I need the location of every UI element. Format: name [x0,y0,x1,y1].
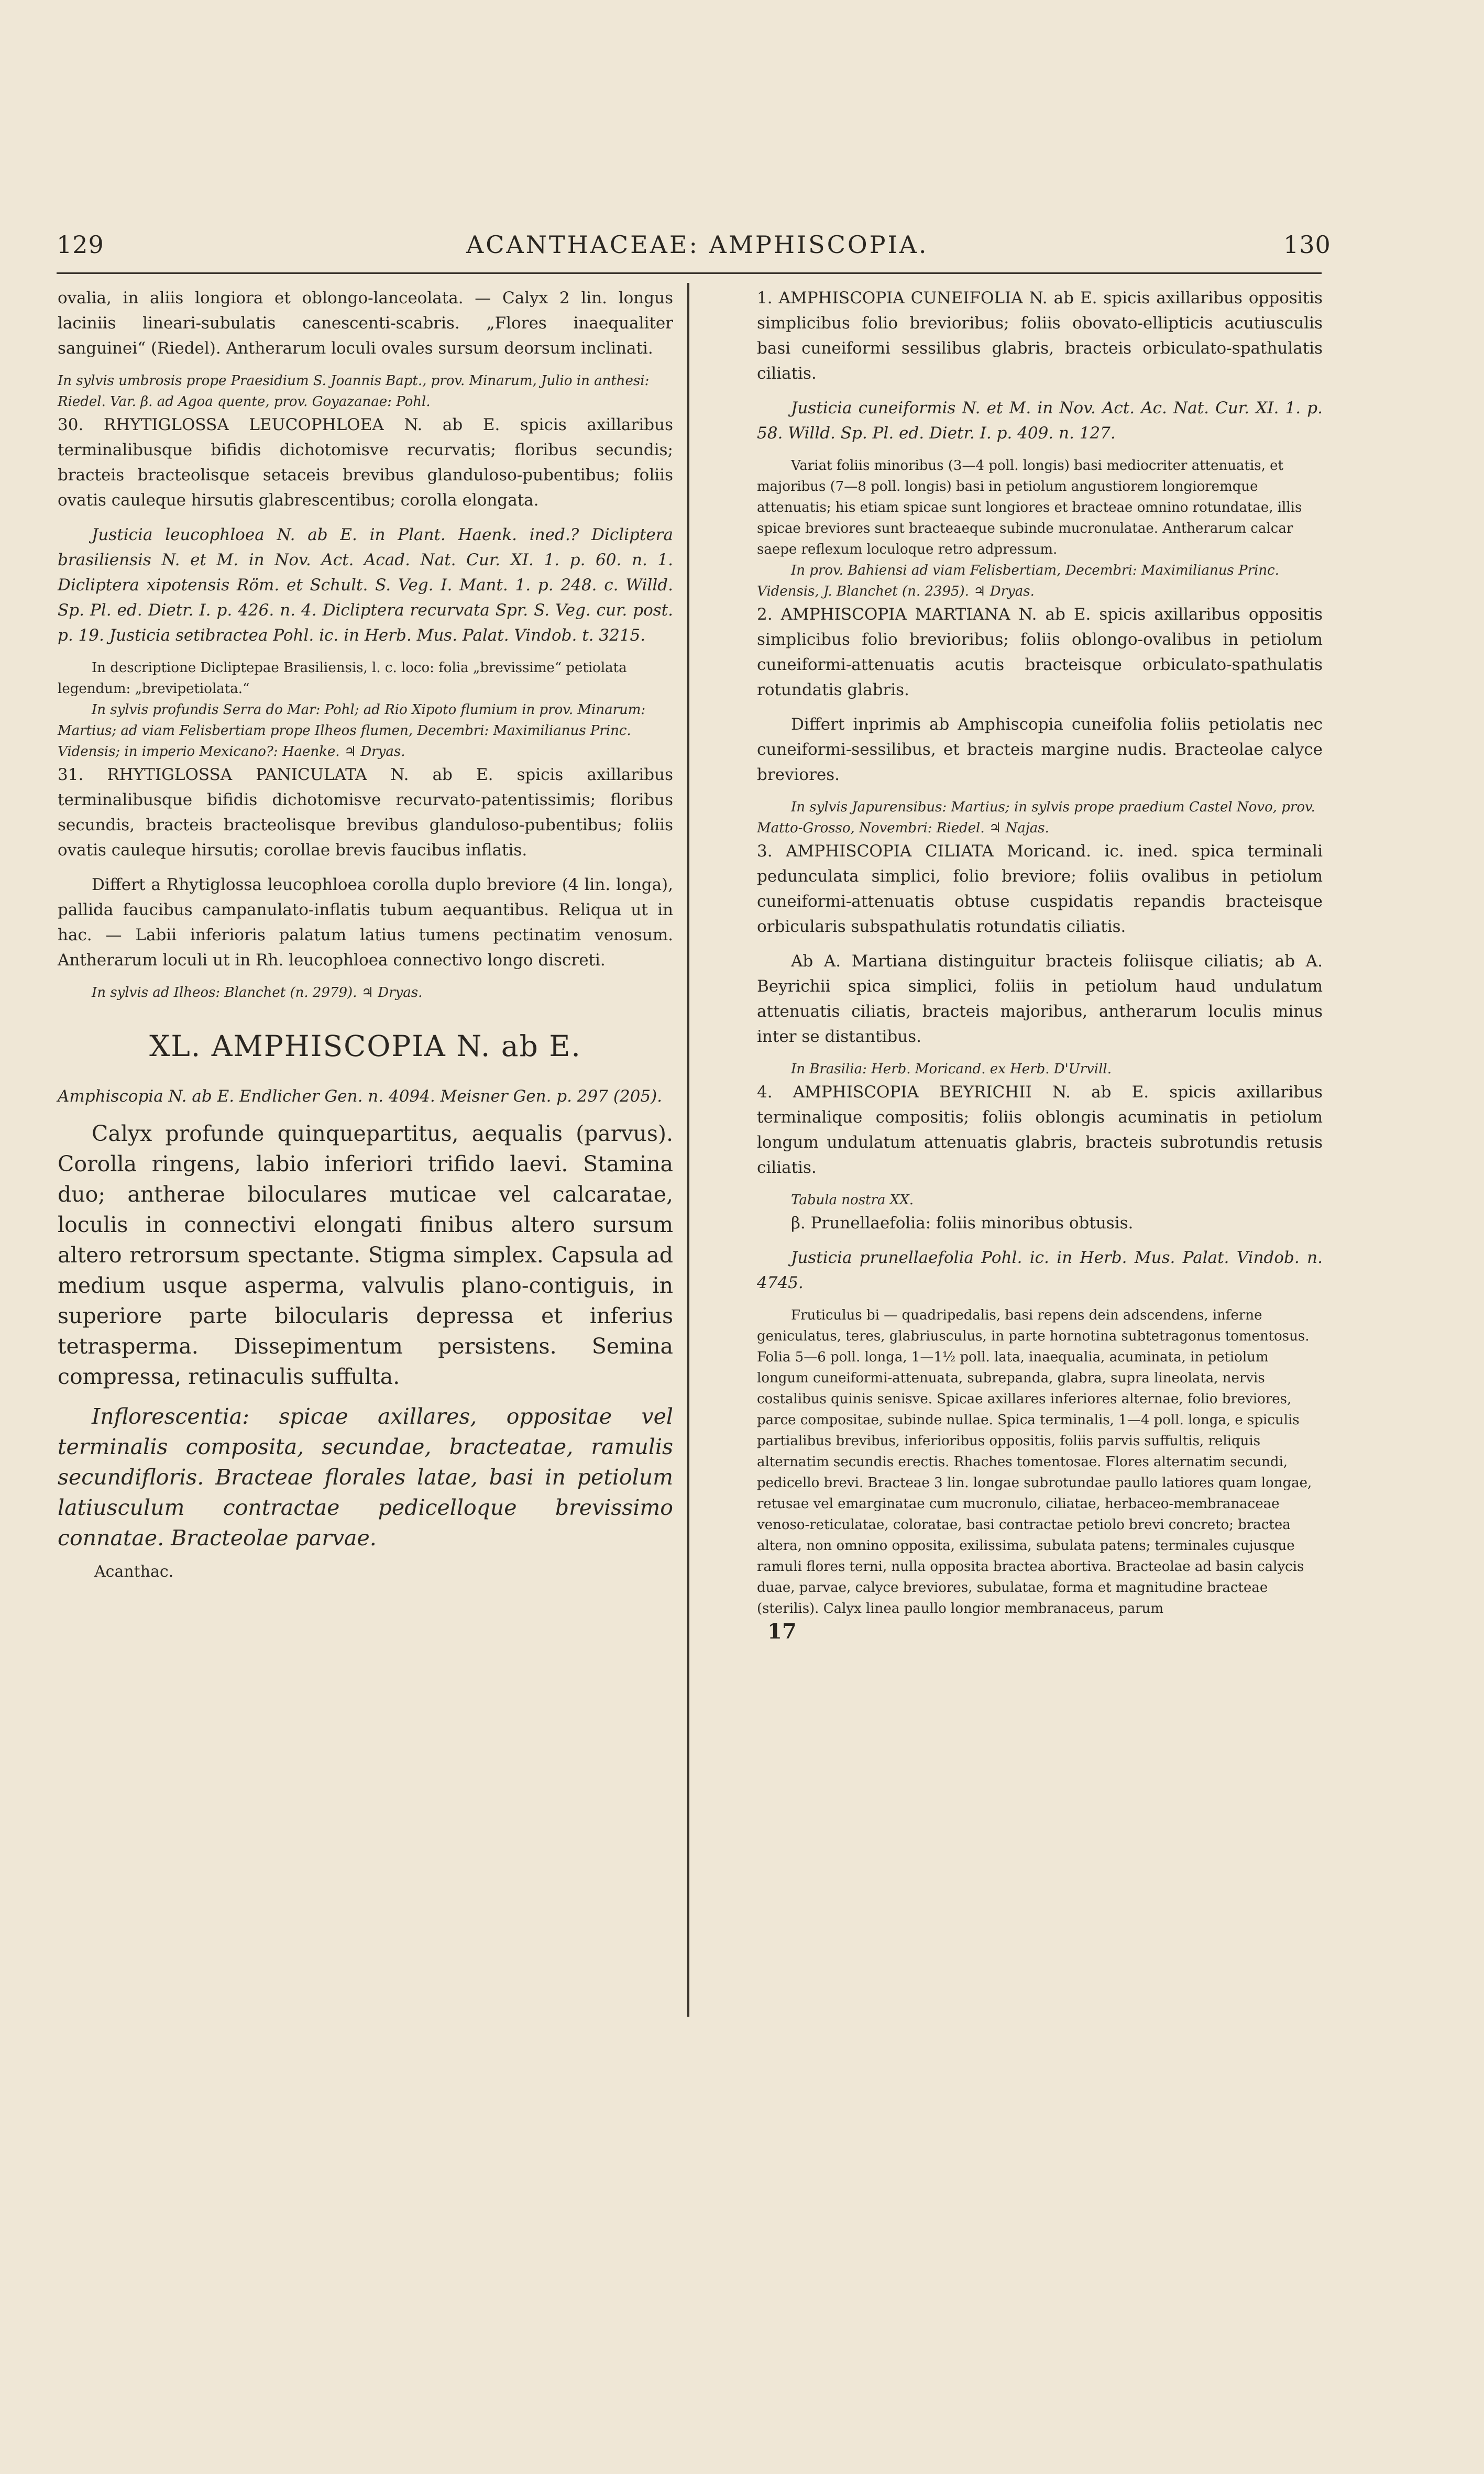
left-page-number: 129 [57,230,104,259]
paragraph-r2: Justicia cuneiformis N. et M. in Nov. Act. Ac. Nat. Cur. XI. 1. p. 58. Willd. Sp. Pl. ed. Dietr. I. p. 409. n. 127. [757,399,1323,443]
header-rule [57,272,1322,274]
right-page-number: 130 [1283,230,1331,259]
column-divider [687,283,689,2017]
right-footer: 17 [767,1619,797,1644]
paragraph-l4: Justicia leucophloea N. ab E. in Plant. Haenk. ined.? Dicliptera brasiliensis N. et M. in Nov. Act. Acad. Nat. Cur. XI. 1. p. 60. n. 1. Dicliptera xipotensis Röm. et Schult. S. Veg. I. Mant. 1. p. 248. c. Willd. Sp. Pl. ed. Dietr. I. p. 426. n. 4. Dicliptera recurvata Spr. S. Veg. cur. post. p. 19. Justicia setibractea Pohl. ic. in Herb. Mus. Palat. Vindob. t. 3215. [58,525,673,645]
paragraph-r15: Fruticulus bi — quadripedalis, basi repens dein adscendens, inferne geniculatus, teres, glabriusculus, in parte hornotina subtetragonus tomentosus. Folia 5—6 poll. longa, 1—1½ poll. lata, inaequalia, acuminata, in petiolum longum cuneiformi-attenuata, subrepanda, glabra, supra lineolata, nervis costalibus quinis senisve. Spicae axillares inferiores alternae, folio breviores, parce compositae, subinde nullae. Spica terminalis, 1—4 poll. longa, e spiculis partialibus brevibus, inferioribus oppositis, foliis parvis suffultis, reliquis alternatim secundis erectis. Rhaches tomentosae. Flores alternatim secundi, pedicello brevi. Bracteae 3 lin. longae subrotundae paullo latiores quam longae, retusae vel emarginatae cum mucronulo, ciliatae, herbaceo-membranaceae venoso-reticulatae, coloratae, basi contractae petiolo brevi concreto; bractea altera, non omnino opposita, exilissima, subulata patens; terminales cujusque ramuli flores terni, nulla opposita bractea abortiva. Bracteolae ad basin calycis duae, parvae, calyce breviores, subulatae, forma et magnitudine bracteae (sterilis). Calyx linea paullo longior membranaceus, parum [757,1307,1312,1617]
paragraph-r6: Differt inprimis ab Amphiscopia cuneifolia foliis petiolatis nec cuneiformi-sessilibus, et bracteis margine nudis. Bracteolae calyce breviores. [757,715,1323,784]
paragraph-r9: Ab A. Martiana distinguitur bracteis foliisque ciliatis; ab A. Beyrichii spica simplici, foliis in petiolum haud undulatum attenuatis ciliatis, bracteis majoribus, antherarum loculis minus inter se distantibus. [757,952,1323,1046]
paragraph-r13: β. Prunellaefolia: foliis minoribus obtusis. [791,1214,1134,1233]
paragraph-l5: In descriptione Dicliptерae Brasiliensis, l. c. loco: folia „brevissime“ petiolata legendum: „brevipetiolata.“ [58,660,627,697]
paragraph-r11: 4. AMPHISCOPIA BEYRICHII N. ab E. spicis axillaribus terminalique compositis; foliis oblongis acuminatis in petiolum longum undulatum attenuatis glabris, bracteis subrotundis retusis ciliatis. [757,1083,1323,1177]
paragraph-l3: 30. RHYTIGLOSSA LEUCOPHLOEA N. ab E. spicis axillaribus terminalibusque bifidis dichotomisve recurvatis; floribus secundis; bracteis bracteolisque setaceis brevibus glanduloso-pubentibus; foliis ovatis cauleque hirsutis glabrescentibus; corolla elongata. [58,415,673,510]
paragraph-l8: Differt a Rhytiglossa leucophloea corolla duplo breviore (4 lin. longa), pallida faucibus campanulato-inflatis tubum aequantibus. Reliqua ut in hac. — Labii inferioris palatum latius tumens pectinatim venosum. Antherarum loculi ut in Rh. leucophloea connectivo longo discreti. [58,875,673,970]
paragraph-r14: Justicia prunellaefolia Pohl. ic. in Herb. Mus. Palat. Vindob. n. 4745. [757,1248,1323,1292]
paragraph-l10: XL. AMPHISCOPIA N. ab E. [149,1029,581,1063]
paragraph-r1: 1. AMPHISCOPIA CUNEIFOLIA N. ab E. spicis axillaribus oppositis simplicibus folio brevioribus; foliis obovato-ellipticis acutiusculis basi cuneiformi sessilibus glabris, bracteis orbiculato-spathulatis ciliatis. [757,289,1323,383]
paragraph-r10: In Brasilia: Herb. Moricand. ex Herb. D'Urvill. [791,1061,1112,1077]
paragraph-r3: Variat foliis minoribus (3—4 poll. longis) basi mediocriter attenuatis, et majoribus (7—8 poll. longis) basi in petiolum angustiorem longioremque attenuatis; his etiam spicae sunt longiores et bracteae omnino rotundatae, illis spicae breviores sunt bracteaeque subinde mucronulatae. Antherarum calcar saepe reflexum loculoque retro adpressum. [757,458,1302,557]
left-footer: Acanthac. [94,1563,174,1581]
paragraph-r4: In prov. Bahiensi ad viam Felisbertiam, Decembri: Maximilianus Princ. Vidensis, J. Blanchet (n. 2395). ♃ Dryas. [757,563,1279,599]
paragraph-l6: In sylvis profundis Serra do Mar: Pohl; ad Rio Xipoto flumium in prov. Minarum: Martius; ad viam Felisbertiam prope Ilheos flumen, Decembri: Maximilianus Princ. Vidensis; in imperio Mexicano?: Haenke. ♃ Dryas. [58,702,646,760]
paragraph-l2: In sylvis umbrosis prope Praesidium S. Joannis Bapt., prov. Minarum, Julio in anthesi: Riedel. Var. β. ad Agoa quente, prov. Goyazanae: Pohl. [58,373,650,410]
paragraph-l13: Inflorescentia: spicae axillares, oppositae vel terminalis composita, secundae, bracteatae, ramulis secundifloris. Bracteae florales latae, basi in petiolum latiusculum contractae pedicelloque brevissimo connatae. Bracteolae parvae. [58,1404,673,1551]
paragraph-r12: Tabula nostra XX. [791,1192,914,1208]
paragraph-l9: In sylvis ad Ilheos: Blanchet (n. 2979). ♃ Dryas. [92,985,423,1000]
paragraph-l11: Amphiscopia N. ab E. Endlicher Gen. n. 4094. Meisner Gen. p. 297 (205). [58,1087,663,1106]
left-column [58,285,673,1581]
right-column [757,285,1323,1644]
paragraph-r5: 2. AMPHISCOPIA MARTIANA N. ab E. spicis axillaribus oppositis simplicibus folio brevioribus; foliis oblongo-ovalibus in petiolum cuneiformi-attenuatis acutis bracteisque orbiculato-spathulatis rotundatis glabris. [757,605,1323,699]
running-title: ACANTHACEAE: AMPHISCOPIA. [466,230,929,259]
paragraph-r8: 3. AMPHISCOPIA CILIATA Moricand. ic. ined. spica terminali pedunculata simplici, folio breviore; foliis ovalibus in petiolum cuneiformi-attenuatis obtuse cuspidatis repandis bracteisque orbicularis subspathulatis rotundatis ciliatis. [757,842,1323,936]
paragraph-r7: In sylvis Japurensibus: Martius; in sylvis prope praedium Castel Novo, prov. Matto-Grosso, Novembri: Riedel. ♃ Najas. [757,799,1315,836]
paragraph-l7: 31. RHYTIGLOSSA PANICULATA N. ab E. spicis axillaribus terminalibusque bifidis dichotomisve recurvato-patentissimis; floribus secundis, bracteis bracteolisque brevibus glanduloso-pubentibus; foliis ovatis cauleque hirsutis; corollae brevis faucibus inflatis. [58,765,673,860]
paragraph-l1: ovalia, in aliis longiora et oblongo-lanceolata. — Calyx 2 lin. longus laciniis lineari-subulatis canescenti-scabris. „Flores inaequaliter sanguinei“ (Riedel). Antherarum loculi ovales sursum deorsum inclinati. [58,289,673,358]
paragraph-l12: Calyx profunde quinquepartitus, aequalis (parvus). Corolla ringens, labio inferiori trifido laevi. Stamina duo; antherae biloculares muticae vel calcaratae, loculis in connectivi elongati finibus altero sursum altero retrorsum spectante. Stigma simplex. Capsula ad medium usque asperma, valvulis plano-contiguis, in superiore parte bilocularis depressa et inferius tetrasperma. Dissepimentum persistens. Semina compressa, retinaculis suffulta. [58,1121,673,1389]
